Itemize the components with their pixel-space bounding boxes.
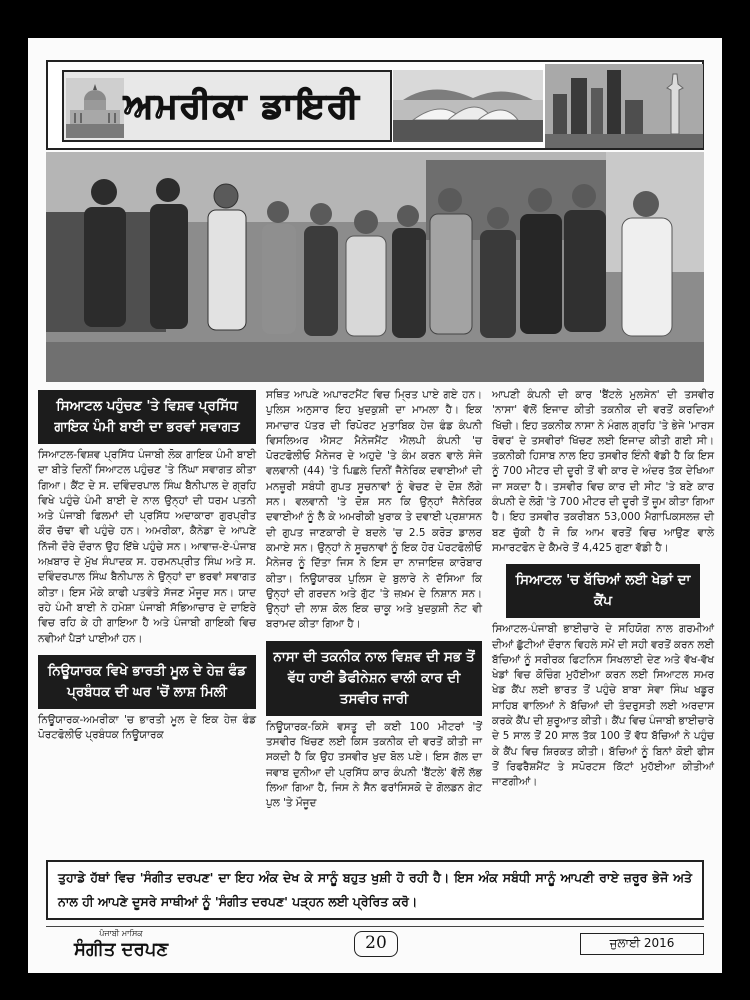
headline-hedge-fund: ਨਿਊਯਾਰਕ ਵਿਖੇ ਭਾਰਤੀ ਮੂਲ ਦੇ ਹੇਜ਼ ਫੰਡ ਪ੍ਰਬੰਧਕ ਦੀ ਘਰ 'ਚੋਂ ਲਾਸ਼ ਮਿਲੀ [38,655,256,709]
group-photo [46,152,704,382]
page-number: 20 [354,931,398,957]
column-3 [492,388,714,791]
headline-nasa-car: ਨਾਸਾ ਦੀ ਤਕਨੀਕ ਨਾਲ ਵਿਸ਼ਵ ਦੀ ਸਭ ਤੋਂ ਵੱਧ ਹਾਈ ਡੈਫੀਨੇਸ਼ਨ ਵਾਲੀ ਕਾਰ ਦੀ ਤਸਵੀਰ ਜਾਰੀ [266,641,482,716]
column-1 [38,388,256,743]
magazine-page [28,38,722,973]
magazine-name: ਸੰਗੀਤ ਦਰਪਣ [73,939,169,960]
capitol-building-image [66,78,124,138]
headline-pammi-bai: ਸਿਆਟਲ ਪਹੁੰਚਣ 'ਤੇ ਵਿਸ਼ਵ ਪ੍ਰਸਿੱਧ ਗਾਇਕ ਪੰਮੀ ਬਾਈ ਦਾ ਭਰਵਾਂ ਸਵਾਗਤ [38,390,256,444]
article-hedge-fund-body: ਨਿਊਯਾਰਕ-ਅਮਰੀਕਾ 'ਚ ਭਾਰਤੀ ਮੂਲ ਦੇ ਇਕ ਹੇਜ਼ ਫੰਡ ਪੋਰਟਫੋਲੀਓ ਪ੍ਰਬੰਧਕ ਨਿਊਯਾਰਕ [38,713,256,742]
page-footer [46,926,704,966]
issue-date: ਜੁਲਾਈ 2016 [580,933,704,955]
article-hedge-fund-continued: ਸਥਿਤ ਆਪਣੇ ਅਪਾਰਟਮੈਂਟ ਵਿਚ ਮ੍ਰਿਤ ਪਾਏ ਗਏ ਹਨ। ਪੁਲਿਸ ਅਨੁਸਾਰ ਇਹ ਖੁਦਕੁਸ਼ੀ ਦਾ ਮਾਮਲਾ ਹੈ। ਇਕ ਸਮਾਚਾਰ ਪੱਤਰ ਦੀ ਰਿਪੋਰਟ ਮੁਤਾਬਿਕ ਹੇਜ਼ ਫੰਡ ਕੰਪਨੀ ਵਿਸਲਿਅਰ ਐਸਟ ਮੈਨੇਜਮੈਂਟ ਐਲਪੀ ਕੰਪਨੀ 'ਚ ਪੋਰਟਫੋਲੀਓ ਮੈਨੇਜਰ ਦੇ ਅਹੁਦੇ 'ਤੇ ਕੰਮ ਕਰਨ ਵਾਲੇ ਸੰਜੇ ਵਲਵਾਨੀ (44) 'ਤੇ ਪਿਛਲੇ ਦਿਨੀਂ ਜੈਨੇਰਿਕ ਦਵਾਈਆਂ ਦੀ ਮਨਜ਼ੂਰੀ ਸਬੰਧੀ ਗੁਪਤ ਸੂਚਨਾਵਾਂ ਨੂੰ ਵੇਚਣ ਦੇ ਦੋਸ਼ ਲੱਗੇ ਸਨ। ਵਲਵਾਨੀ 'ਤੇ ਦੋਸ਼ ਸਨ ਕਿ ਉਨ੍ਹਾਂ ਜੈਨੇਰਿਕ ਦਵਾਈਆਂ ਨੂੰ ਲੈ ਕੇ ਅਮਰੀਕੀ ਖੁਰਾਕ ਤੇ ਦਵਾਈ ਪ੍ਰਸ਼ਾਸਨ ਦੀ ਗੁਪਤ ਜਾਣਕਾਰੀ ਦੇ ਬਦਲੇ 'ਚ 2.5 ਕਰੋੜ ਡਾਲਰ ਕਮਾਏ ਸਨ। ਉਨ੍ਹਾਂ ਨੇ ਸੂਚਨਾਵਾਂ ਨੂੰ ਇਕ ਹੋਰ ਪੋਰਟਫੋਲੀਓ ਮੈਨੇਜਰ ਨੂੰ ਦਿੱਤਾ ਜਿਸ ਨੇ ਇਸ ਦਾ ਨਾਜਾਇਜ਼ ਕਾਰੋਬਾਰ ਕੀਤਾ। ਨਿਊਯਾਰਕ ਪੁਲਿਸ ਦੇ ਬੁਲਾਰੇ ਨੇ ਦੱਸਿਆ ਕਿ ਉਨ੍ਹਾਂ ਦੀ ਗਰਦਨ ਅਤੇ ਗੁੱਟ 'ਤੇ ਜ਼ਖ਼ਮ ਦੇ ਨਿਸ਼ਾਨ ਸਨ। ਉਨ੍ਹਾਂ ਦੀ ਲਾਸ਼ ਕੋਲ ਇਕ ਚਾਕੂ ਅਤੇ ਖੁਦਕੁਸ਼ੀ ਨੋਟ ਵੀ ਬਰਾਮਦ ਕੀਤਾ ਗਿਆ ਹੈ। [266,389,482,631]
reader-message-banner: ਤੁਹਾਡੇ ਹੱਥਾਂ ਵਿਚ 'ਸੰਗੀਤ ਦਰਪਣ' ਦਾ ਇਹ ਅੰਕ ਦੇਖ ਕੇ ਸਾਨੂੰ ਬਹੁਤ ਖੁਸ਼ੀ ਹੋ ਰਹੀ ਹੈ। ਇਸ ਅੰਕ ਸਬੰਧੀ ਸਾਨੂੰ ਆਪਣੀ ਰਾਏ ਜ਼ਰੂਰ ਭੇਜੋ ਅਤੇ ਨਾਲ ਹੀ ਆਪਣੇ ਦੂਸਰੇ ਸਾਥੀਆਂ ਨੂੰ 'ਸੰਗੀਤ ਦਰਪਣ' ਪੜ੍ਹਨ ਲਈ ਪ੍ਰੇਰਿਤ ਕਰੋ। [46,860,704,920]
sydney-opera-house-image [393,70,543,142]
column-2 [266,388,482,812]
city-skyline-image [545,64,703,148]
article-sports-camp-body: ਸਿਆਟਲ-ਪੰਜਾਬੀ ਭਾਈਚਾਰੇ ਦੇ ਸਹਿਯੋਗ ਨਾਲ ਗਰਮੀਆਂ ਦੀਆਂ ਛੁੱਟੀਆਂ ਦੌਰਾਨ ਵਿਹਲੇ ਸਮੇਂ ਦੀ ਸਹੀ ਵਰਤੋਂ ਕਰਨ ਲਈ ਬੱਚਿਆਂ ਨੂੰ ਸਰੀਰਕ ਫਿਟਨਿਸ ਸਿਖਲਾਈ ਦੇਣ ਅਤੇ ਵੱਖ-ਵੱਖ ਖੇਡਾਂ ਵਿਚ ਕੋਚਿੰਗ ਮੁਹੱਈਆ ਕਰਨ ਲਈ ਸਿਆਟਲ ਸਮਰ ਖੇਡ ਕੈਂਪ ਲਈ ਭਾਰਤ ਤੋਂ ਪਹੁੰਚੇ ਬਾਬਾ ਸੇਵਾ ਸਿੰਘ ਖਡੂਰ ਸਾਹਿਬ ਵਾਲਿਆਂ ਨੇ ਬੱਚਿਆਂ ਦੀ ਤੰਦਰੁਸਤੀ ਲਈ ਅਰਦਾਸ ਕਰਕੇ ਕੈਂਪ ਦੀ ਸ਼ੁਰੂਆਤ ਕੀਤੀ। ਕੈਂਪ ਵਿਚ ਪੰਜਾਬੀ ਭਾਈਚਾਰੇ ਦੇ 5 ਸਾਲ ਤੋਂ 20 ਸਾਲ ਤੱਕ 100 ਤੋਂ ਵੱਧ ਬੱਚਿਆਂ ਨੇ ਪਹੁੰਚ ਕੇ ਕੈਂਪ ਵਿਚ ਸ਼ਿਰਕਤ ਕੀਤੀ। ਬੱਚਿਆਂ ਨੂੰ ਬਿਨਾਂ ਕੋਈ ਫੀਸ ਤੋਂ ਰਿਫਰੈਸ਼ਮੈਂਟ ਤੇ ਸਪੋਰਟਸ ਕਿੱਟਾਂ ਮੁਹੱਈਆ ਕੀਤੀਆਂ ਜਾਣਗੀਆਂ। [492,623,714,789]
magazine-tagline: ਪੰਜਾਬੀ ਮਾਸਿਕ [99,929,143,938]
article-nasa-car-body: ਨਿਊਯਾਰਕ-ਕਿਸੇ ਵਸਤੂ ਦੀ ਕਈ 100 ਮੀਟਰਾਂ 'ਤੋਂ ਤਸਵੀਰ ਖਿੱਚਣ ਲਈ ਕਿਸ ਤਕਨੀਕ ਦੀ ਵਰਤੋਂ ਕੀਤੀ ਜਾ ਸਕਦੀ ਹੈ ਕਿ ਉਹ ਤਸਵੀਰ ਖੁਦ ਬੋਲ ਪਏ। ਇਸ ਗੱਲ ਦਾ ਜਵਾਬ ਦੁਨੀਆ ਦੀ ਪ੍ਰਸਿੱਧ ਕਾਰ ਕੰਪਨੀ 'ਬੈਂਟਲੇ' ਵੱਲੋਂ ਲੱਭ ਲਿਆ ਗਿਆ ਹੈ, ਜਿਸ ਨੇ ਸੈਨ ਫਰਾਂਸਿਸਕੋ ਦੇ ਗੋਲਡਨ ਗੇਟ ਪੁਲ 'ਤੇ ਮੌਜੂਦ [266,720,482,810]
headline-sports-camp: ਸਿਆਟਲ 'ਚ ਬੱਚਿਆਂ ਲਈ ਖੇਡਾਂ ਦਾ ਕੈਂਪ [506,564,700,618]
section-title: ਅਮਰੀਕਾ ਡਾਇਰੀ [124,86,361,126]
header-title-box [62,70,392,142]
article-pammi-bai-body: ਸਿਆਟਲ-ਵਿਸ਼ਵ ਪ੍ਰਸਿੱਧ ਪੰਜਾਬੀ ਲੋਕ ਗਾਇਕ ਪੰਮੀ ਬਾਈ ਦਾ ਬੀਤੇ ਦਿਨੀਂ ਸਿਆਟਲ ਪਹੁੰਚਣ 'ਤੇ ਨਿੱਘਾ ਸਵਾਗਤ ਕੀਤਾ ਗਿਆ। ਕੈਂਟ ਦੇ ਸ. ਦਵਿੰਦਰਪਾਲ ਸਿੰਘ ਬੈਨੀਪਾਲ ਦੇ ਗ੍ਰਹਿ ਵਿਖੇ ਪਹੁੰਚੇ ਪੰਮੀ ਬਾਈ ਦੇ ਨਾਲ ਉਨ੍ਹਾਂ ਦੀ ਧਰਮ ਪਤਨੀ ਅਤੇ ਪੰਜਾਬੀ ਫਿਲਮਾਂ ਦੀ ਪ੍ਰਸਿੱਧ ਅਦਾਕਾਰਾ ਗੁਰਪ੍ਰੀਤ ਕੌਰ ਚੱਢਾ ਵੀ ਪਹੁੰਚੇ ਹਨ। ਅਮਰੀਕਾ, ਕੈਨੇਡਾ ਦੇ ਆਪਣੇ ਨਿੱਜੀ ਦੌਰੇ ਦੌਰਾਨ ਉਹ ਇੱਥੇ ਪਹੁੰਚੇ ਸਨ। ਆਵਾਜ਼-ਏ-ਪੰਜਾਬ ਅਖ਼ਬਾਰ ਦੇ ਮੁੱਖ ਸੰਪਾਦਕ ਸ. ਹਰਮਨਪ੍ਰੀਤ ਸਿੰਘ ਅਤੇ ਸ. ਦਵਿੰਦਰਪਾਲ ਸਿੰਘ ਬੈਨੀਪਾਲ ਨੇ ਉਨ੍ਹਾਂ ਦਾ ਭਰਵਾਂ ਸਵਾਗਤ ਕੀਤਾ। ਇਸ ਮੌਕੇ ਕਾਫੀ ਪਤਵੰਤੇ ਸੱਜਣ ਮੌਜੂਦ ਸਨ। ਯਾਦ ਰਹੇ ਪੰਮੀ ਬਾਈ ਨੇ ਹਮੇਸ਼ਾ ਪੰਜਾਬੀ ਸੱਭਿਆਚਾਰ ਦੇ ਦਾਇਰੇ ਵਿਚ ਰਹਿ ਕੇ ਹੀ ਗਾਇਆ ਹੈ ਅਤੇ ਪੰਜਾਬੀ ਗਾਇਕੀ ਵਿਚ ਨਵੀਆਂ ਪੈੜਾਂ ਪਾਈਆਂ ਹਨ। [38,449,256,645]
group-photo-illustration [46,152,704,382]
article-nasa-car-continued: ਆਪਣੀ ਕੰਪਨੀ ਦੀ ਕਾਰ 'ਬੈਂਟਲੇ ਮੁਲਸੇਨ' ਦੀ ਤਸਵੀਰ 'ਨਾਸਾ' ਵੱਲੋਂ ਇਜਾਦ ਕੀਤੀ ਤਕਨੀਕ ਦੀ ਵਰਤੋਂ ਕਰਦਿਆਂ ਖਿੱਚੀ। ਇਹ ਤਕਨੀਕ ਨਾਸਾ ਨੇ ਮੰਗਲ ਗ੍ਰਹਿ 'ਤੇ ਭੇਜੇ 'ਮਾਰਸ ਰੋਵਰ' ਦੇ ਤਸਵੀਰਾਂ ਖਿੱਚਣ ਲਈ ਇਜਾਦ ਕੀਤੀ ਗਈ ਸੀ। ਤਕਨੀਕੀ ਹਿਸਾਬ ਨਾਲ ਇਹ ਤਸਵੀਰ ਇੰਨੀ ਵੱਡੀ ਹੈ ਕਿ ਇਸ ਨੂੰ 700 ਮੀਟਰ ਦੀ ਦੂਰੀ ਤੋਂ ਵੀ ਕਾਰ ਦੇ ਅੰਦਰ ਤੱਕ ਦੇਖਿਆ ਜਾ ਸਕਦਾ ਹੈ। ਤਸਵੀਰ ਵਿਚ ਕਾਰ ਦੀ ਸੀਟ 'ਤੇ ਬਣੇ ਕਾਰ ਕੰਪਨੀ ਦੇ ਲੋਗੋ 'ਤੇ 700 ਮੀਟਰ ਦੀ ਦੂਰੀ ਤੋਂ ਜ਼ੂਮ ਕੀਤਾ ਗਿਆ ਹੈ। ਇਹ ਤਸਵੀਰ ਤਕਰੀਬਨ 53,000 ਮੈਗਾਪਿਕਸਲਜ਼ ਦੀ ਬਣ ਚੁੱਕੀ ਹੈ ਜੋ ਕਿ ਆਮ ਵਰਤੋਂ ਵਿਚ ਆਉਣ ਵਾਲੇ ਸਮਾਰਟਫੋਨ ਦੇ ਕੈਮਰੇ ਤੋਂ 4,425 ਗੁਣਾ ਵੱਡੀ ਹੈ। [492,389,714,554]
magazine-logo [46,929,196,960]
section-header [46,60,704,150]
